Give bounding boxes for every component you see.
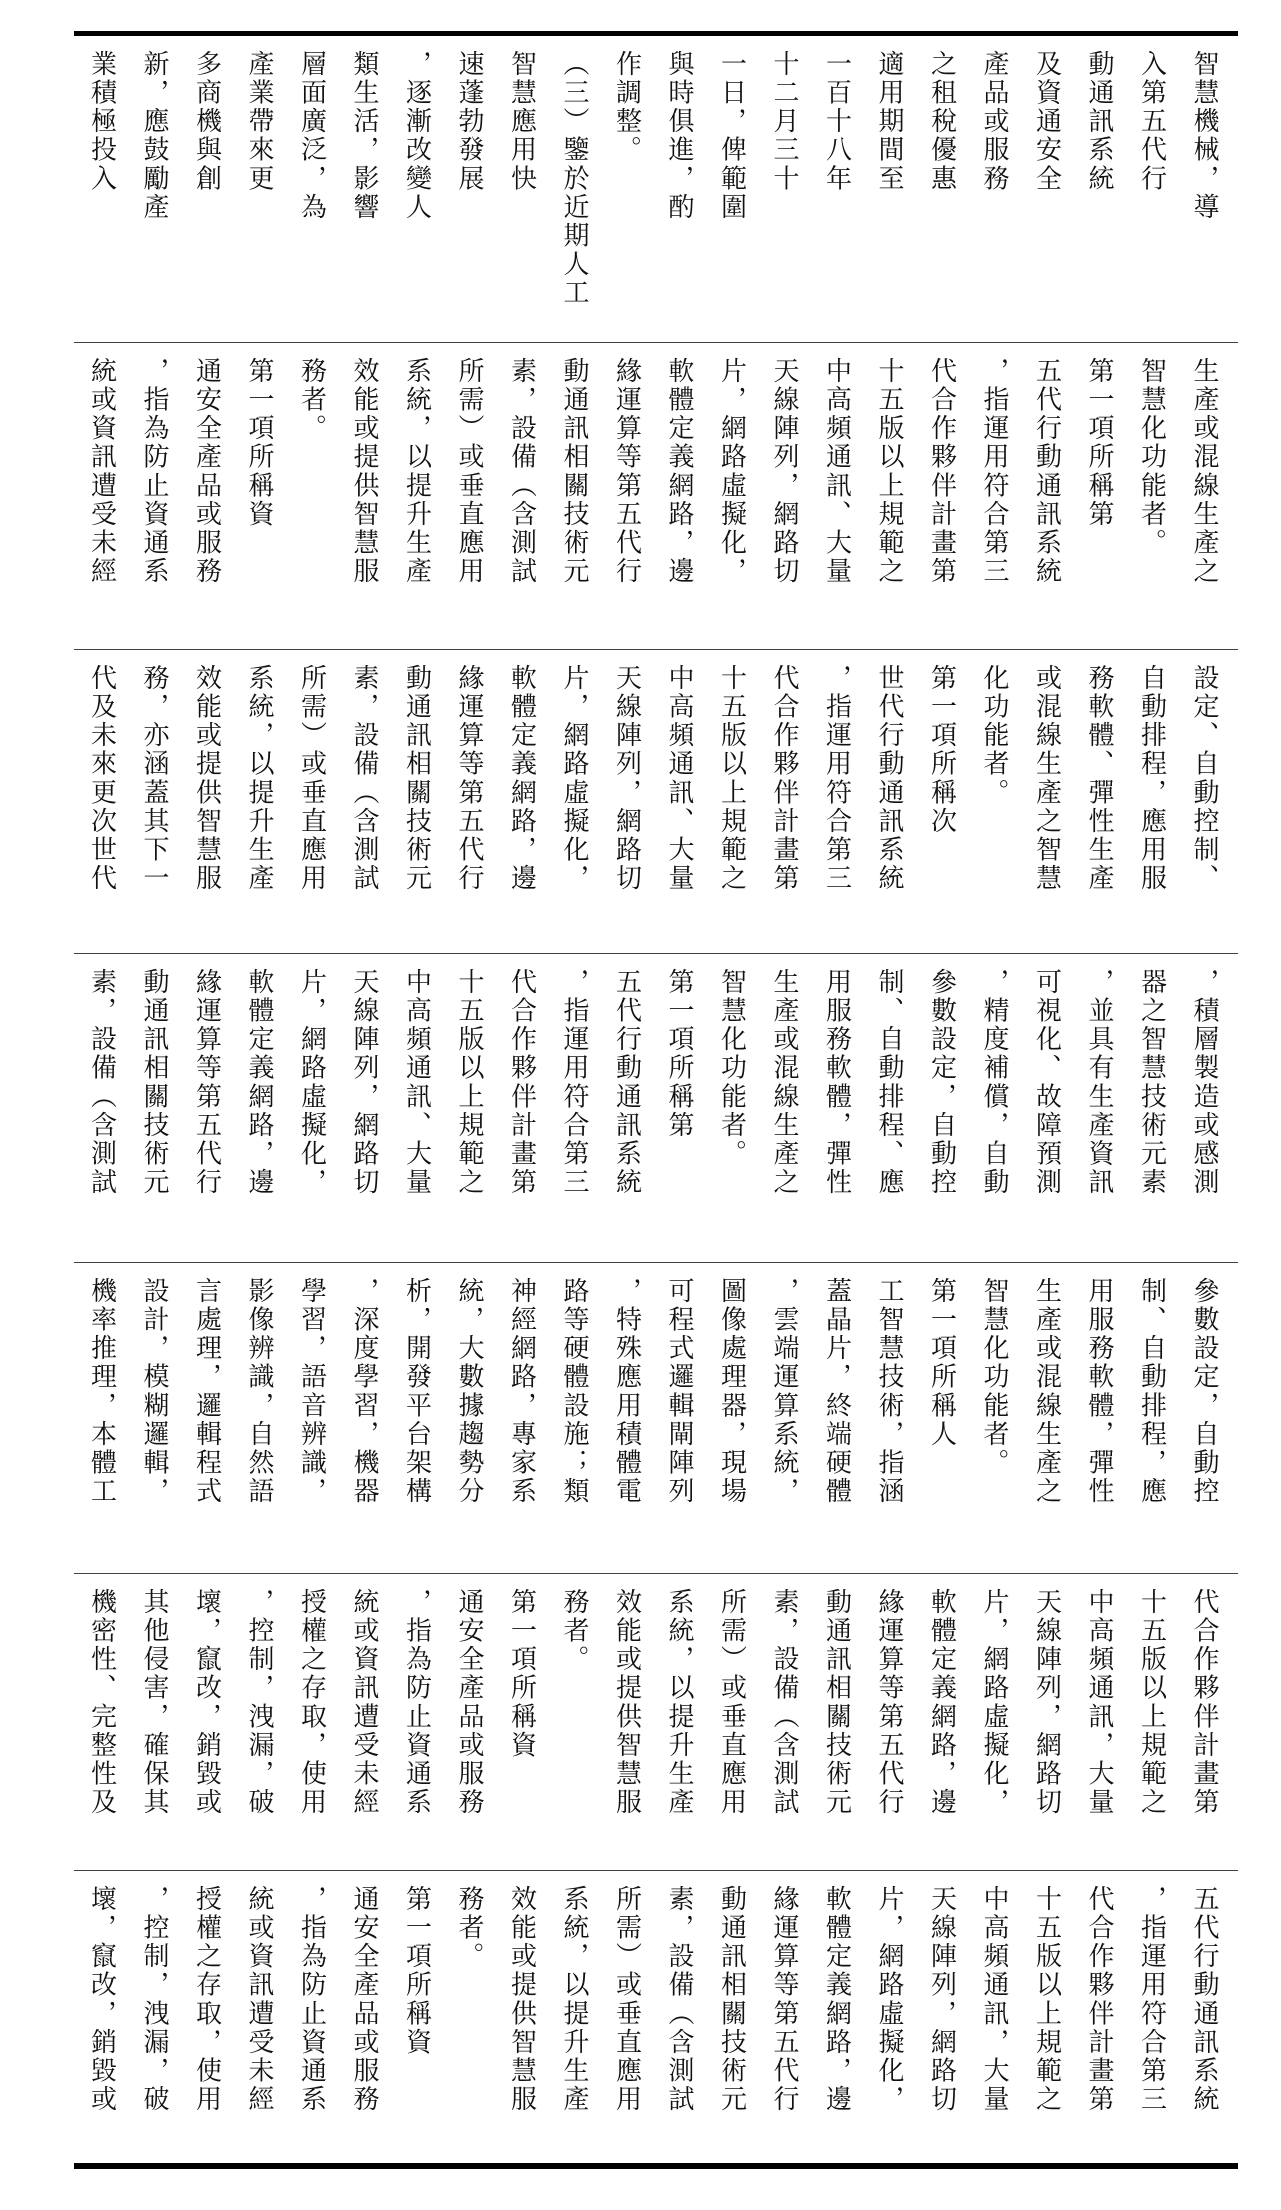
text-line: ，指為防止資通系 bbox=[139, 357, 169, 586]
text-line: 天線陣列，網路切 bbox=[769, 357, 799, 586]
text-line: 圖像處理器，現場 bbox=[716, 1277, 747, 1506]
text-line: ，逐漸改變人 bbox=[401, 50, 432, 222]
text-block-7 bbox=[74, 1871, 1238, 2161]
text-line: 用服務軟體，彈性 bbox=[1084, 1277, 1114, 1506]
text-line: ，深度學習，機器 bbox=[349, 1277, 379, 1506]
text-line: 素，設備（含測試 bbox=[506, 357, 537, 586]
text-line: 系統，以提升生產 bbox=[559, 1885, 589, 2114]
text-line: 制、自動排程、應 bbox=[874, 968, 904, 1197]
text-line: 系統，以提升生產 bbox=[664, 1588, 694, 1817]
text-line: 智慧化功能者。 bbox=[1136, 357, 1167, 558]
text-line: 授權之存取，使用 bbox=[296, 1588, 327, 1817]
text-line: 產品或服務 bbox=[979, 50, 1009, 193]
text-line: 之租稅優惠 bbox=[926, 50, 957, 193]
text-line: 中高頻通訊，大量 bbox=[1084, 1588, 1114, 1817]
text-line: 務軟體、彈性生產 bbox=[1084, 664, 1114, 893]
text-line: 參數設定，自動控 bbox=[926, 968, 957, 1197]
text-line: 機率推理，本體工 bbox=[86, 1277, 117, 1506]
text-line: 所需）或垂直應用 bbox=[454, 357, 484, 586]
text-line: 素，設備（含測試 bbox=[86, 968, 117, 1197]
text-line: 設定、自動控制、 bbox=[1189, 664, 1219, 893]
text-line: 所需）或垂直應用 bbox=[611, 1885, 642, 2114]
text-line: 中高頻通訊、大量 bbox=[401, 968, 432, 1197]
text-line: 所需）或垂直應用 bbox=[296, 664, 327, 893]
text-line: 業積極投入 bbox=[86, 50, 117, 193]
text-line: 路等硬體設施；類 bbox=[559, 1277, 589, 1506]
text-line: 可程式邏輯閘陣列 bbox=[664, 1277, 694, 1506]
text-line: 素，設備（含測試 bbox=[664, 1885, 694, 2114]
text-line: 機密性、完整性及 bbox=[86, 1588, 117, 1817]
text-line: 生產或混線生產之 bbox=[1189, 357, 1219, 586]
text-block-3 bbox=[74, 650, 1238, 952]
text-line: ，積層製造或感測 bbox=[1189, 968, 1219, 1197]
text-line: 或混線生產之智慧 bbox=[1031, 664, 1062, 893]
text-line: 動通訊相關技術元 bbox=[139, 968, 169, 1197]
text-line: 軟體定義網路，邊 bbox=[821, 1885, 852, 2114]
text-line: 務者。 bbox=[559, 1588, 589, 1674]
text-line: 第一項所稱第 bbox=[1084, 357, 1114, 529]
text-line: 天線陣列，網路切 bbox=[349, 968, 379, 1197]
text-block-1 bbox=[74, 36, 1238, 342]
text-line: 第一項所稱人 bbox=[926, 1277, 957, 1449]
text-line: 入第五代行 bbox=[1136, 50, 1167, 193]
text-line: 一日，俾範圍 bbox=[716, 50, 747, 222]
text-line: 片，網路虛擬化， bbox=[979, 1588, 1009, 1817]
text-line: 效能或提供智慧服 bbox=[506, 1885, 537, 2114]
text-line: 代合作夥伴計畫第 bbox=[1189, 1588, 1219, 1817]
text-line: 天線陣列，網路切 bbox=[1031, 1588, 1062, 1817]
text-line: 動通訊系統 bbox=[1084, 50, 1114, 193]
text-line: 壞，竄改，銷毀或 bbox=[191, 1588, 222, 1817]
text-line: 動通訊相關技術元 bbox=[559, 357, 589, 586]
text-line: 化功能者。 bbox=[979, 664, 1009, 807]
text-line: 片，網路虛擬化， bbox=[716, 357, 747, 586]
text-line: 作調整。 bbox=[611, 50, 642, 165]
text-line: 類生活，影響 bbox=[349, 50, 379, 222]
text-line: 務，亦涵蓋其下一 bbox=[139, 664, 169, 893]
text-line: 工智慧技術，指涵 bbox=[874, 1277, 904, 1506]
text-line: ，特殊應用積體電 bbox=[611, 1277, 642, 1506]
text-line: 統或資訊遭受未經 bbox=[349, 1588, 379, 1817]
text-line: 智慧應用快 bbox=[506, 50, 537, 193]
text-line: 第一項所稱資 bbox=[401, 1885, 432, 2057]
text-line: ，指運用符合第三 bbox=[979, 357, 1009, 586]
text-line: 授權之存取，使用 bbox=[191, 1885, 222, 2114]
text-line: 代合作夥伴計畫第 bbox=[506, 968, 537, 1197]
text-line: 通安全產品或服務 bbox=[454, 1588, 484, 1817]
text-line: 第一項所稱資 bbox=[506, 1588, 537, 1760]
text-line: 設計，模糊邏輯， bbox=[139, 1277, 169, 1506]
text-block-4 bbox=[74, 954, 1238, 1262]
text-line: 片，網路虛擬化， bbox=[296, 968, 327, 1197]
text-line: 五代行動通訊系統 bbox=[1031, 357, 1062, 586]
text-line: 緣運算等第五代行 bbox=[874, 1588, 904, 1817]
text-line: 蓋晶片，終端硬體 bbox=[821, 1277, 852, 1506]
text-line: ，並具有生產資訊 bbox=[1084, 968, 1114, 1197]
text-line: 統或資訊遭受未經 bbox=[86, 357, 117, 586]
text-line: 其他侵害，確保其 bbox=[139, 1588, 169, 1817]
text-line: 神經網路，專家系 bbox=[506, 1277, 537, 1506]
text-line: 軟體定義網路，邊 bbox=[926, 1588, 957, 1817]
text-line: 言處理，邏輯程式 bbox=[191, 1277, 222, 1506]
text-line: ，指運用符合第三 bbox=[821, 664, 852, 893]
text-line: 智慧機械，導 bbox=[1189, 50, 1219, 222]
text-line: 中高頻通訊、大量 bbox=[821, 357, 852, 586]
text-line: 片，網路虛擬化， bbox=[874, 1885, 904, 2114]
text-line: 層面廣泛，為 bbox=[296, 50, 327, 222]
text-line: 與時俱進，酌 bbox=[664, 50, 694, 222]
text-line: 中高頻通訊、大量 bbox=[664, 664, 694, 893]
text-line: 影像辨識，自然語 bbox=[244, 1277, 274, 1506]
text-line: 智慧化功能者。 bbox=[716, 968, 747, 1169]
text-line: ，控制，洩漏，破 bbox=[139, 1885, 169, 2114]
text-line: 第一項所稱第 bbox=[664, 968, 694, 1140]
text-line: 十二月三十 bbox=[769, 50, 799, 193]
text-line: 務者。 bbox=[454, 1885, 484, 1971]
text-line: 多商機與創 bbox=[191, 50, 222, 193]
text-line: ，指為防止資通系 bbox=[401, 1588, 432, 1817]
text-line: 參數設定，自動控 bbox=[1189, 1277, 1219, 1506]
text-line: ，雲端運算系統， bbox=[769, 1277, 799, 1506]
text-line: 緣運算等第五代行 bbox=[454, 664, 484, 893]
text-line: 產業帶來更 bbox=[244, 50, 274, 193]
text-block-2 bbox=[74, 343, 1238, 649]
text-line: 生產或混線生產之 bbox=[1031, 1277, 1062, 1506]
text-line: 系統，以提升生產 bbox=[244, 664, 274, 893]
text-line: ，指為防止資通系 bbox=[296, 1885, 327, 2114]
text-line: 天線陣列，網路切 bbox=[926, 1885, 957, 2114]
text-line: 素，設備（含測試 bbox=[349, 664, 379, 893]
text-line: 通安全產品或服務 bbox=[191, 357, 222, 586]
text-line: 緣運算等第五代行 bbox=[769, 1885, 799, 2114]
text-line: 軟體定義網路，邊 bbox=[664, 357, 694, 586]
text-line: 素，設備（含測試 bbox=[769, 1588, 799, 1817]
text-line: 效能或提供智慧服 bbox=[611, 1588, 642, 1817]
text-line: 十五版以上規範之 bbox=[1031, 1885, 1062, 2114]
text-line: 十五版以上規範之 bbox=[1136, 1588, 1167, 1817]
text-line: 制、自動排程，應 bbox=[1136, 1277, 1167, 1506]
text-line: （三）鑒於近期人工 bbox=[559, 50, 589, 308]
text-line: 效能或提供智慧服 bbox=[349, 357, 379, 586]
text-line: 代合作夥伴計畫第 bbox=[1084, 1885, 1114, 2114]
text-line: 第一項所稱次 bbox=[926, 664, 957, 836]
text-line: 效能或提供智慧服 bbox=[191, 664, 222, 893]
text-line: 學習，語音辨識， bbox=[296, 1277, 327, 1506]
text-line: 一百十八年 bbox=[821, 50, 852, 193]
text-line: 動通訊相關技術元 bbox=[821, 1588, 852, 1817]
text-line: ，精度補償，自動 bbox=[979, 968, 1009, 1197]
text-line: 緣運算等第五代行 bbox=[611, 357, 642, 586]
text-line: 系統，以提升生產 bbox=[401, 357, 432, 586]
text-line: 代合作夥伴計畫第 bbox=[769, 664, 799, 893]
text-line: 緣運算等第五代行 bbox=[191, 968, 222, 1197]
text-line: 速蓬勃發展 bbox=[454, 50, 484, 193]
text-line: 器之智慧技術元素 bbox=[1136, 968, 1167, 1197]
text-line: 析，開發平台架構 bbox=[401, 1277, 432, 1506]
text-line: 五代行動通訊系統 bbox=[611, 968, 642, 1197]
text-line: 片，網路虛擬化， bbox=[559, 664, 589, 893]
text-line: 動通訊相關技術元 bbox=[401, 664, 432, 893]
text-line: ，指運用符合第三 bbox=[1136, 1885, 1167, 2114]
text-line: 自動排程，應用服 bbox=[1136, 664, 1167, 893]
text-line: 新，應鼓勵產 bbox=[139, 50, 169, 222]
text-line: 務者。 bbox=[296, 357, 327, 443]
text-line: 可視化、故障預測 bbox=[1031, 968, 1062, 1197]
text-line: 智慧化功能者。 bbox=[979, 1277, 1009, 1478]
text-line: 第一項所稱資 bbox=[244, 357, 274, 529]
text-line: 生產或混線生產之 bbox=[769, 968, 799, 1197]
text-line: 壞，竄改，銷毀或 bbox=[86, 1885, 117, 2114]
text-line: 用服務軟體，彈性 bbox=[821, 968, 852, 1197]
text-line: 十五版以上規範之 bbox=[874, 357, 904, 586]
text-line: 所需）或垂直應用 bbox=[716, 1588, 747, 1817]
text-line: 軟體定義網路，邊 bbox=[244, 968, 274, 1197]
text-line: 十五版以上規範之 bbox=[716, 664, 747, 893]
text-line: 通安全產品或服務 bbox=[349, 1885, 379, 2114]
bottom-border-rule bbox=[74, 2163, 1238, 2169]
text-block-5 bbox=[74, 1263, 1238, 1572]
text-line: 統，大數據趨勢分 bbox=[454, 1277, 484, 1506]
text-line: 代及未來更次世代 bbox=[86, 664, 117, 893]
text-line: 五代行動通訊系統 bbox=[1189, 1885, 1219, 2114]
text-line: ，控制，洩漏，破 bbox=[244, 1588, 274, 1817]
text-line: 中高頻通訊，大量 bbox=[979, 1885, 1009, 2114]
text-line: ，指運用符合第三 bbox=[559, 968, 589, 1197]
text-line: 天線陣列，網路切 bbox=[611, 664, 642, 893]
text-line: 十五版以上規範之 bbox=[454, 968, 484, 1197]
text-line: 統或資訊遭受未經 bbox=[244, 1885, 274, 2114]
text-line: 代合作夥伴計畫第 bbox=[926, 357, 957, 586]
text-line: 軟體定義網路，邊 bbox=[506, 664, 537, 893]
text-line: 世代行動通訊系統 bbox=[874, 664, 904, 893]
text-line: 及資通安全 bbox=[1031, 50, 1062, 193]
text-line: 適用期間至 bbox=[874, 50, 904, 193]
text-line: 動通訊相關技術元 bbox=[716, 1885, 747, 2114]
text-block-6 bbox=[74, 1574, 1238, 1870]
